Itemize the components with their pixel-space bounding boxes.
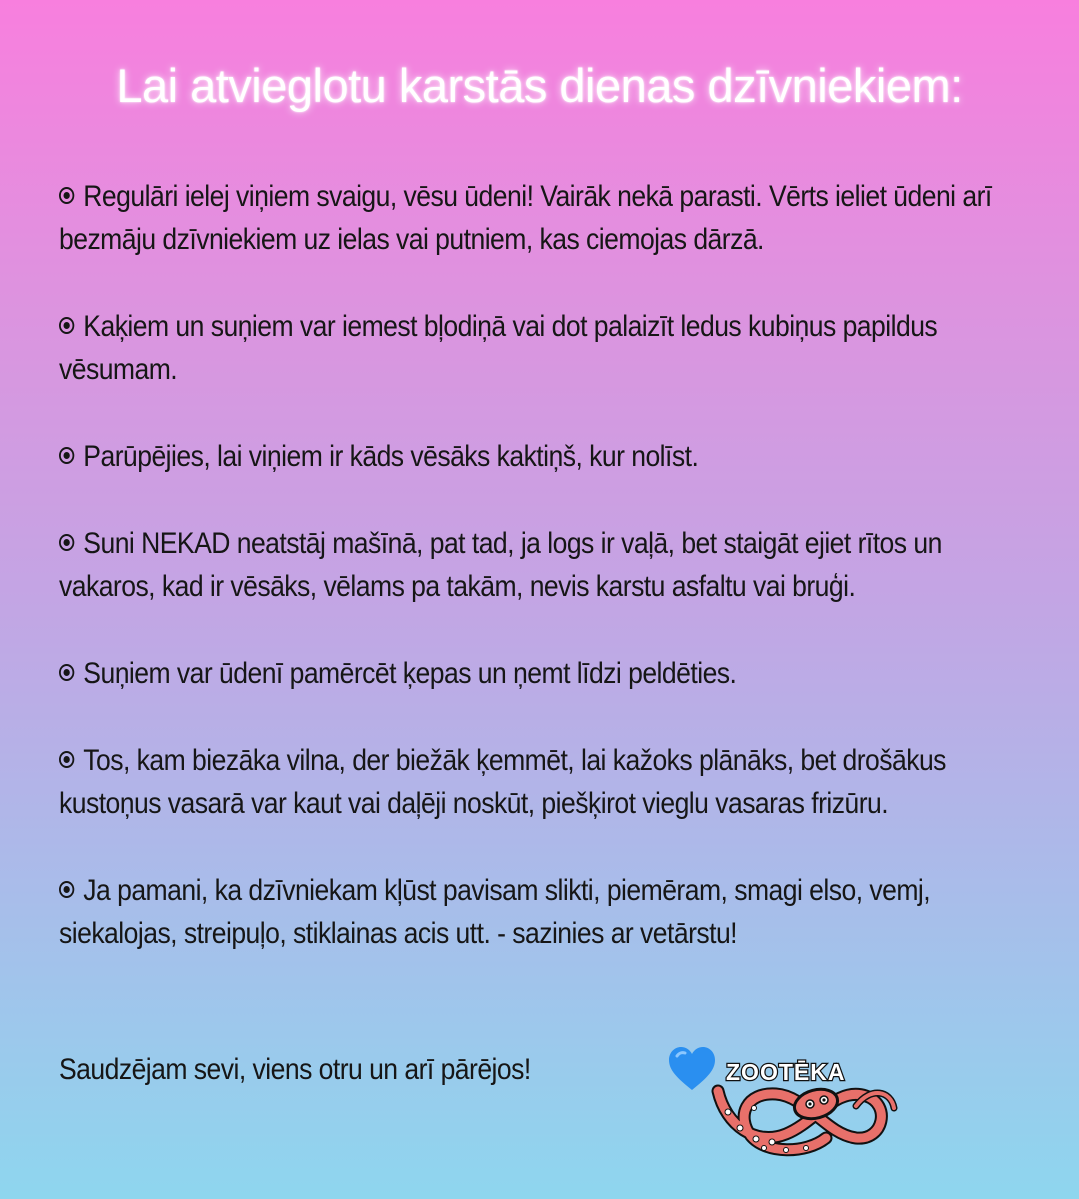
bullet-icon — [59, 187, 74, 204]
tip-text: Regulāri ielej viņiem svaigu, vēsu ūdeni! Vairāk nekā parasti. Vērts ieliet ūdeni arī bezmāju dzīvniekiem uz ielas vai putniem, kas ciemojas dārzā. — [59, 180, 992, 256]
tip-item — [59, 652, 1044, 695]
tip-item — [59, 305, 1044, 391]
bullet-icon — [59, 447, 74, 464]
tip-text: Kaķiem un suņiem var iemest bļodiņā vai dot palaizīt ledus kubiņus papildus vēsumam. — [59, 310, 938, 386]
tip-text: Suņiem var ūdenī pamērcēt ķepas un ņemt līdzi peldēties. — [83, 657, 737, 690]
closing-line: Saudzējam sevi, viens otru un arī pārējos! — [59, 1053, 531, 1086]
tip-text: Parūpējies, lai viņiem ir kāds vēsāks kaktiņš, kur nolīst. — [83, 440, 699, 473]
tip-item — [59, 435, 1044, 478]
bullet-icon — [59, 881, 74, 898]
zooteka-logo — [706, 1046, 906, 1166]
logo-text: ZOOTĒKA — [726, 1059, 846, 1085]
tip-item — [59, 869, 1044, 955]
tip-item — [59, 739, 1044, 825]
bullet-icon — [59, 751, 74, 768]
bullet-icon — [59, 664, 74, 681]
tip-text: Ja pamani, ka dzīvniekam kļūst pavisam slikti, piemēram, smagi elso, vemj, siekalojas, streipuļo, stiklainas acis utt. - sazinies ar vetārstu! — [59, 874, 931, 950]
bullet-icon — [59, 534, 74, 551]
tips-list — [59, 175, 1044, 999]
page-title: Lai atvieglotu karstās dienas dzīvniekiem: — [116, 59, 963, 112]
tip-item — [59, 175, 1044, 261]
bullet-icon — [59, 317, 74, 334]
tip-item — [59, 522, 1044, 608]
tip-text: Tos, kam biezāka vilna, der biežāk ķemmēt, lai kažoks plānāks, bet drošākus kustoņus vasarā var kaut vai daļēji noskūt, piešķirot vieglu vasaras frizūru. — [59, 744, 946, 820]
tip-text: Suni NEKAD neatstāj mašīnā, pat tad, ja logs ir vaļā, bet staigāt ejiet rītos un vakaros, kad ir vēsāks, vēlams pa takām, nevis karstu asfaltu vai bruģi. — [59, 527, 942, 603]
